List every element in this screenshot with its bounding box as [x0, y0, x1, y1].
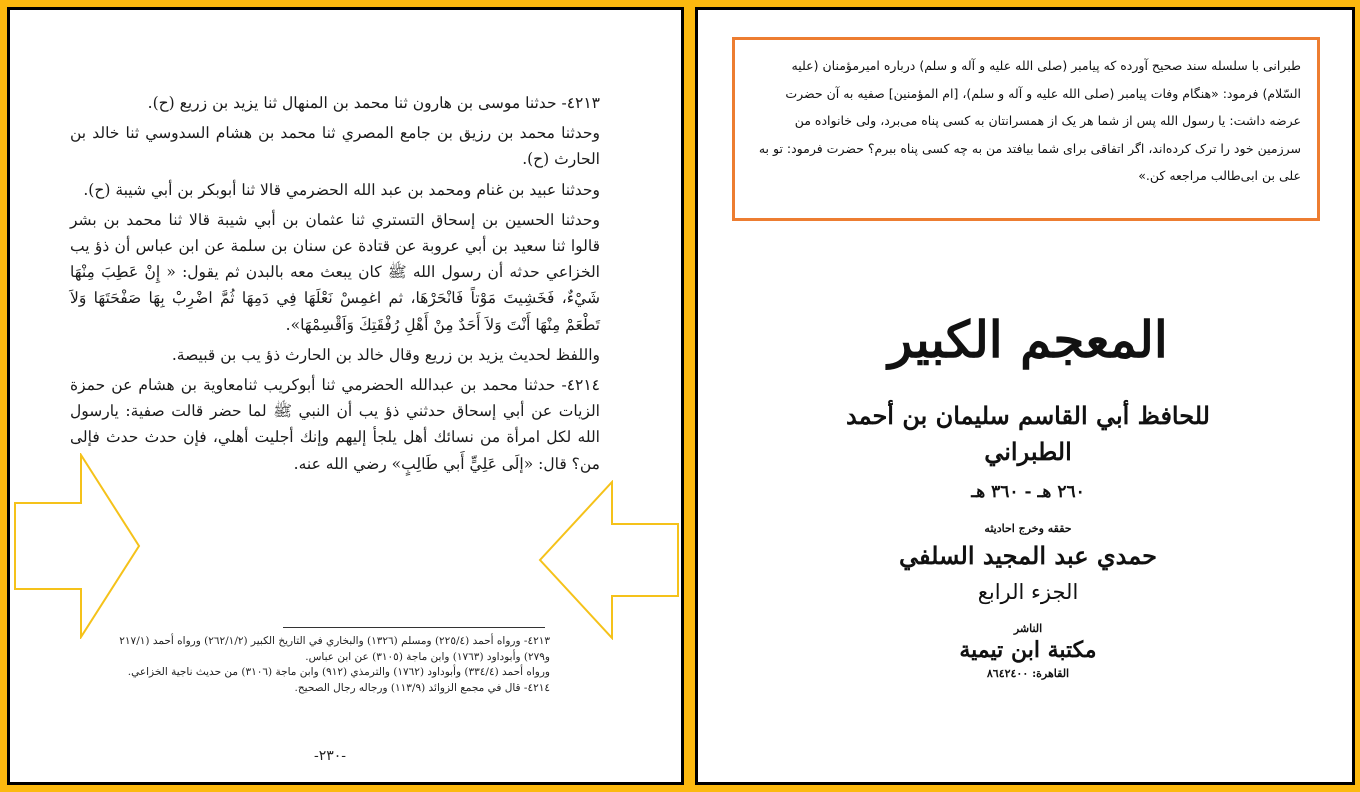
hadith-paragraph: وحدثنا الحسين بن إسحاق التستري ثنا عثمان بن أبي شيبة قالا ثنا محمد بن بشر قالوا ثنا سعيد بن أبي عروبة عن قتادة عن سنان بن سلمة عن ابن عباس أن ذؤ يب الخزاعي حدثه أن رسول الله ﷺ كان يبعث معه بالبدن ثم يقول: « إِنْ عَطِبَ مِنْهَا شَيْءٌ، فَخَشِيتَ مَوْتاً فَانْحَرْهَا، ثم اغمِسْ نَعْلَهَا فِي دَمِهَا ثُمَّ اضْرِبْ بِهَا صَفْحَتَهَا وَلاَ تَطْعَمْ مِنْهَا أَنْتَ وَلاَ أَحَدٌ مِنْ أَهْلِ رُفْقَتِكَ وَاَقْسِمْهَا».: [70, 210, 600, 334]
persian-translation-box: [732, 37, 1320, 221]
page-number: -٢٣٠-: [313, 748, 347, 764]
book-cover: [818, 310, 1238, 680]
volume-label: الجزء الرابع: [977, 580, 1079, 604]
left-pointing-arrow-icon: [538, 480, 680, 640]
book-dates: ٢٦٠ هـ - ٣٦٠ هـ: [971, 482, 1085, 502]
footnotes: [110, 634, 550, 696]
editor-name: حمدي عبد المجيد السلفي: [899, 541, 1157, 570]
hadith-text: [70, 90, 600, 481]
book-title: المعجم الكبير: [888, 310, 1168, 369]
hadith-paragraph: وحدثنا عبيد بن غنام ومحمد بن عبد الله الحضرمي قالا ثنا أبوبكر بن أبي شيبة (ح).: [83, 180, 600, 199]
hadith-paragraph: ٤٢١٣- حدثنا موسى بن هارون ثنا محمد بن المنهال ثنا يزيد بن زريع (ح).: [147, 94, 600, 112]
footnote-divider: [283, 627, 545, 628]
publisher-name: مكتبة ابن تيمية: [959, 637, 1097, 663]
footnote: ٤٢١٤- قال في مجمع الزوائد (١١٣/٩) ورجاله رجال الصحيح.: [294, 681, 550, 694]
edited-by-label: حققه وخرج احاديثه: [984, 522, 1072, 535]
persian-translation-text: طبرانی با سلسله سند صحیح آورده که پیامبر (صلی الله علیه و آله و سلم) درباره امیرمؤمنان (علیه السّلام) فرمود: «هنگام وفات پیامبر (صلی الله علیه و آله و سلم)، [ام المؤمنین] صفیه به آن حضرت عرضه داشت: یا رسول الله پس از شما هر یک از همسرانتان به کسی پناه می‌برد، ولی خانواده من سرزمین خود را ترک کرده‌اند، اگر اتفاقی برای شما بیافتد من به چه کسی پناه ببرم؟ حضرت فرمود: تو به علی بن ابی‌طالب مراجعه کن.»: [758, 58, 1301, 183]
hadith-paragraph: وحدثنا محمد بن رزيق بن جامع المصري ثنا محمد بن هشام السدوسي ثنا خالد بن الحارث (ح).: [70, 124, 600, 169]
publisher-label: الناشر: [1013, 622, 1043, 635]
hadith-paragraph-highlighted: ٤٢١٤- حدثنا محمد بن عبدالله الحضرمي ثنا أبوكريب ثنامعاوية بن هشام عن حمزة الزيات عن أبي إسحاق حدثني ذؤ يب أن النبي ﷺ لما حضر قالت صفية: يارسول الله لكل امرأة من نسائك أهل يلجأ إليهم وإنك أجليت أهلي، فإن حدث حدث فإلى من؟ قال: «إلَى عَلِيٍّ أَبي طَالِبٍ» رضي الله عنه.: [70, 376, 600, 473]
left-page-panel: [7, 7, 684, 785]
book-author: للحافظ أبي القاسم سليمان بن أحمد الطبراني: [846, 401, 1210, 466]
footnote: ٤٢١٣- ورواه أحمد (٢٢٥/٤) ومسلم (١٣٢٦) والبخاري في التاريخ الكبير (٢٦٢/١/٢) ورواه أحمد (٢١٧/١ و٢٧٩) وأبوداود (١٧٦٣) وابن ماجة (٣١٠٥) عن ابن عباس.: [119, 635, 550, 663]
right-pointing-arrow-icon: [13, 453, 141, 639]
hadith-paragraph: واللفظ لحديث يزيد بن زريع وقال خالد بن الحارث ذؤ يب بن قبيصة.: [171, 345, 600, 364]
publisher-city: القاهرة: ٨٦٤٢٤٠٠: [986, 667, 1070, 680]
right-page-panel: [695, 7, 1355, 785]
footnote: ورواه أحمد (٣٣٤/٤) وأبوداود (١٧٦٢) والترمذي (٩١٢) وابن ماجة (٣١٠٦) من حديث ناجية الخزاعي.: [127, 666, 550, 678]
